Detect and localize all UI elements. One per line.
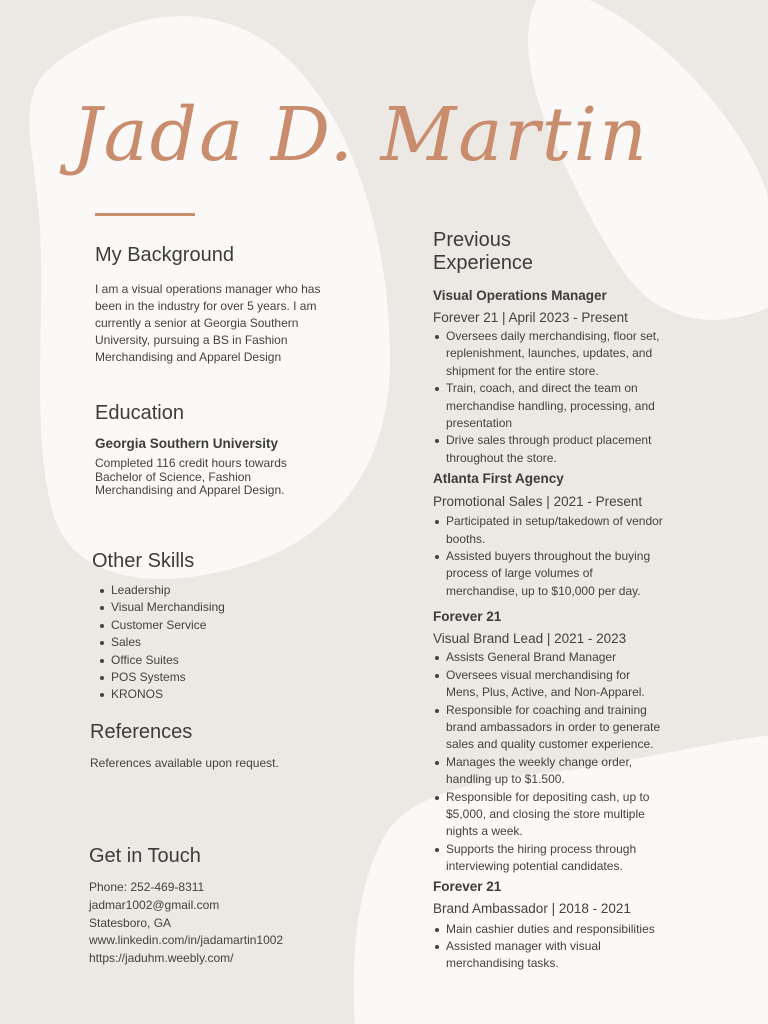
job-bullets (433, 649, 663, 875)
background-heading: My Background (95, 244, 234, 266)
contact-website[interactable]: https://jaduhm.weebly.com/ (89, 951, 234, 966)
references-text: References available upon request. (90, 756, 279, 770)
skills-list (98, 582, 322, 704)
job-company: Forever 21 (433, 609, 502, 625)
job-bullet: Assisted manager with visual merchandising tasks. (433, 938, 663, 973)
job-bullet: Assisted buyers throughout the buying process of large volumes of merchandise, up to $10,000 per day. (433, 548, 663, 600)
job-bullets (433, 513, 663, 600)
job-bullets (433, 921, 663, 973)
skill-item: Visual Merchandising (98, 599, 322, 616)
job-role: Promotional Sales | 2021 - Present (433, 494, 643, 510)
skills-section (92, 550, 322, 704)
job-bullet: Oversees visual merchandising for Mens, Plus, Active, and Non-Apparel. (433, 667, 663, 702)
job-role: Brand Ambassador | 2018 - 2021 (433, 900, 631, 916)
job-bullet: Drive sales through product placement throughout the store. (433, 432, 663, 467)
job-entry (433, 608, 663, 875)
contact-email[interactable]: jadmar1002@gmail.com (89, 897, 220, 912)
job-company: Visual Operations Manager (433, 288, 607, 303)
job-role: Forever 21 | April 2023 - Present (433, 310, 628, 325)
job-company: Forever 21 (433, 878, 502, 894)
job-bullet: Oversees daily merchandising, floor set, replenishment, launches, updates, and shipment for the entire store. (433, 328, 663, 380)
experience-heading-line-2: Experience (433, 252, 534, 274)
skill-item: Customer Service (98, 617, 322, 634)
contact-section (89, 845, 349, 968)
job-bullet: Main cashier duties and responsibilities (433, 921, 663, 938)
skills-heading: Other Skills (92, 550, 195, 572)
contact-heading: Get in Touch (89, 845, 201, 867)
job-company: Atlanta First Agency (433, 471, 564, 487)
education-heading: Education (95, 402, 184, 424)
background-text: I am a visual operations manager who has been in the industry for over 5 years. I am currently a senior at Georgia Southern University, pursuing a BS in Fashion Merchandising and Apparel Design (95, 282, 321, 364)
skill-item: Leadership (98, 582, 322, 599)
skill-item: KRONOS (98, 686, 322, 703)
candidate-name: Jada D. Martin (72, 92, 649, 178)
experience-section (433, 229, 663, 973)
experience-heading (433, 229, 663, 275)
job-bullet: Manages the weekly change order, handling up to $1.500. (433, 754, 663, 789)
job-bullet: Responsible for depositing cash, up to $5,000, and closing the store multiple nights a week. (433, 789, 663, 841)
job-bullets (433, 328, 663, 467)
job-entry (433, 878, 663, 973)
skill-item: Sales (98, 634, 322, 651)
references-heading: References (90, 721, 193, 743)
skill-item: Office Suites (98, 652, 322, 669)
contact-location: Statesboro, GA (89, 915, 172, 930)
job-entry (433, 287, 663, 467)
job-role: Visual Brand Lead | 2021 - 2023 (433, 631, 627, 647)
skill-item: POS Systems (98, 669, 322, 686)
job-bullet: Train, coach, and direct the team on merchandise handling, processing, and presentation (433, 380, 663, 432)
education-text: Completed 116 credit hours towards Bachelor of Science, Fashion Merchandising and Apparel Design. (95, 456, 287, 497)
accent-divider (95, 213, 195, 216)
job-bullet: Assists General Brand Manager (433, 649, 663, 666)
education-section (95, 402, 325, 498)
job-bullet: Participated in setup/takedown of vendor booths. (433, 513, 663, 548)
job-bullet: Supports the hiring process through interviewing potential candidates. (433, 841, 663, 876)
contact-phone: Phone: 252-469-8311 (89, 880, 205, 894)
job-bullet: Responsible for coaching and training brand ambassadors in order to generate sales and quality customer experience. (433, 702, 663, 754)
background-section (95, 244, 335, 366)
references-section (90, 721, 330, 772)
experience-heading-line-1: Previous (433, 229, 511, 251)
contact-linkedin[interactable]: www.linkedin.com/in/jadamartin1002 (89, 933, 284, 948)
job-entry (433, 470, 663, 600)
education-school: Georgia Southern University (95, 436, 279, 451)
